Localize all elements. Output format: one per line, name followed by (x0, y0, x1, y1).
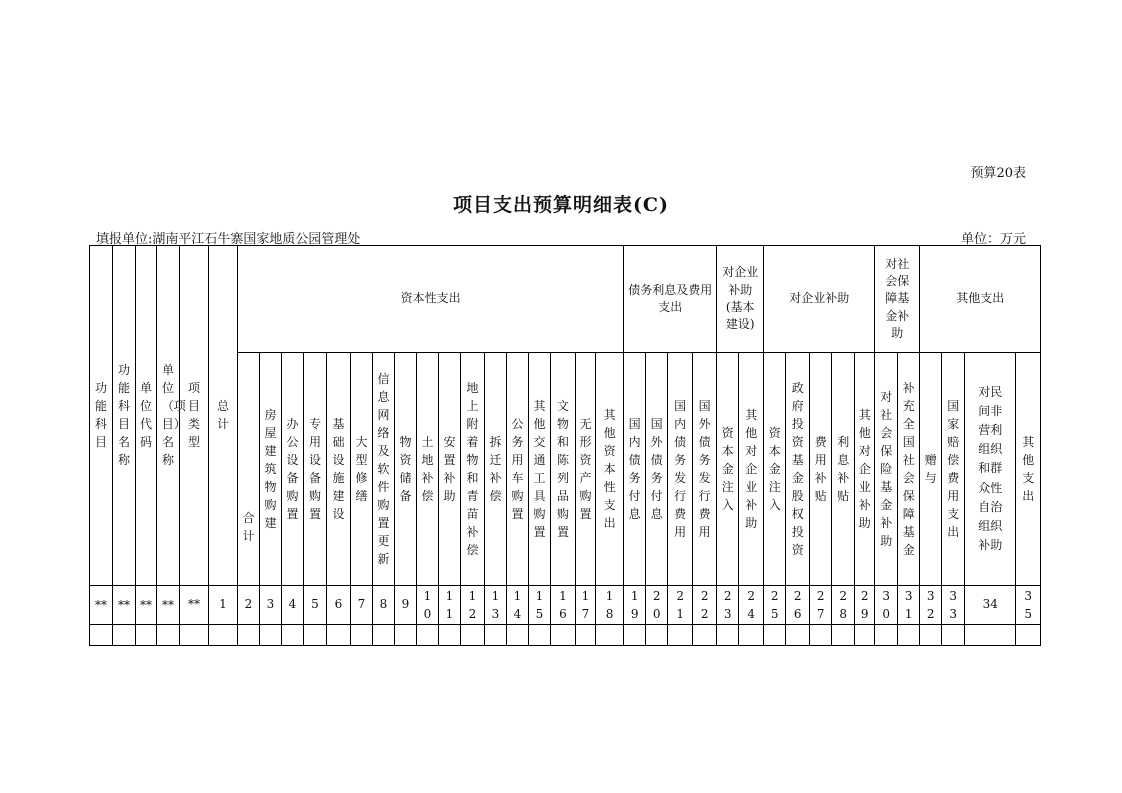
index-cell: 10 (417, 586, 439, 625)
index-cell: 30 (875, 586, 898, 625)
index-cell: ** (157, 586, 180, 625)
index-cell: 19 (624, 586, 646, 625)
col-other-capital: 其他资本性支出 (596, 353, 624, 586)
index-cell: 34 (965, 586, 1016, 625)
index-cell: 5 (304, 586, 327, 625)
index-cell: 22 (693, 586, 717, 625)
col-other: 其他支出 (1016, 353, 1041, 586)
col-repair: 大型修缮 (351, 353, 373, 586)
blank-cell (855, 625, 875, 646)
blank-cell (395, 625, 417, 646)
page-title: 项目支出预算明细表(C) (452, 194, 670, 216)
col-func-subject-name: 功能科目名称 (113, 246, 136, 586)
blank-cell (113, 625, 136, 646)
col-sum: 合计 (238, 353, 260, 586)
col-special: 专用设备购置 (304, 353, 327, 586)
blank-cell (507, 625, 529, 646)
col-dom-debt-interest: 国内债务付息 (624, 353, 646, 586)
blank-cell (942, 625, 965, 646)
money-unit: 单位：万元 (960, 232, 1026, 247)
blank-row (90, 625, 1041, 646)
index-cell: ** (136, 586, 157, 625)
col-nonprofit-sub: 对民间非营利组织和群众性自治组织补助 (965, 353, 1016, 586)
group-debt: 债务利息及费用支出 (624, 246, 717, 353)
col-attach: 地上附着物和青苗补偿 (461, 353, 485, 586)
index-cell: 14 (507, 586, 529, 625)
index-cell: 4 (282, 586, 304, 625)
index-cell: 12 (461, 586, 485, 625)
col-fee-sub: 费用补贴 (810, 353, 832, 586)
index-cell: 29 (855, 586, 875, 625)
col-resettle: 安置补助 (439, 353, 461, 586)
budget-table (89, 245, 1041, 646)
col-other-ent-sub-1: 其他对企业补助 (739, 353, 764, 586)
col-capital-inject-2: 资本金注入 (764, 353, 786, 586)
col-office: 办公设备购置 (282, 353, 304, 586)
col-dom-debt-fee: 国内债务发行费用 (668, 353, 693, 586)
col-intangible: 无形资产购置 (576, 353, 596, 586)
index-cell: 11 (439, 586, 461, 625)
blank-cell (596, 625, 624, 646)
col-interest-sub: 利息补贴 (832, 353, 855, 586)
col-for-debt-fee: 国外债务发行费用 (693, 353, 717, 586)
blank-cell (832, 625, 855, 646)
blank-cell (624, 625, 646, 646)
col-other-ent-sub-2: 其他对企业补助 (855, 353, 875, 586)
index-cell: 17 (576, 586, 596, 625)
doc-number: 预算20表 (970, 166, 1026, 181)
col-capital-inject-1: 资本金注入 (717, 353, 739, 586)
blank-cell (810, 625, 832, 646)
index-cell: 7 (351, 586, 373, 625)
index-cell: 15 (529, 586, 551, 625)
index-cell: 16 (551, 586, 576, 625)
index-cell: 9 (395, 586, 417, 625)
blank-cell (764, 625, 786, 646)
blank-cell (739, 625, 764, 646)
blank-cell (485, 625, 507, 646)
reporting-unit: 填报单位:湖南平江石牛寨国家地质公园管理处 (96, 232, 361, 247)
blank-cell (260, 625, 282, 646)
group-ent-sub-capital: 对企业补助(基本建设) (717, 246, 764, 353)
blank-cell (282, 625, 304, 646)
blank-cell (920, 625, 942, 646)
blank-cell (304, 625, 327, 646)
group-ent-sub: 对企业补助 (764, 246, 875, 353)
blank-cell (90, 625, 113, 646)
col-for-debt-interest: 国外债务付息 (646, 353, 668, 586)
index-cell: ** (113, 586, 136, 625)
blank-cell (351, 625, 373, 646)
blank-cell (461, 625, 485, 646)
index-cell: 21 (668, 586, 693, 625)
blank-cell (786, 625, 810, 646)
index-cell: 25 (764, 586, 786, 625)
col-transport: 其他交通工具购置 (529, 353, 551, 586)
index-cell: 1 (209, 586, 238, 625)
blank-cell (576, 625, 596, 646)
col-reserve: 物资储备 (395, 353, 417, 586)
col-vehicle: 公务用车购置 (507, 353, 529, 586)
col-national-fund: 补充全国社会保障基金 (898, 353, 920, 586)
blank-cell (717, 625, 739, 646)
index-cell: 8 (373, 586, 395, 625)
index-cell: 33 (942, 586, 965, 625)
index-cell: 28 (832, 586, 855, 625)
blank-cell (439, 625, 461, 646)
col-project-type: 项目类型 (180, 246, 209, 586)
index-cell: ** (180, 586, 209, 625)
blank-cell (373, 625, 395, 646)
blank-cell (327, 625, 351, 646)
blank-cell (209, 625, 238, 646)
col-gift: 赠与 (920, 353, 942, 586)
blank-cell (898, 625, 920, 646)
group-social-sub: 对社会保障基金补助 (875, 246, 920, 353)
col-unit-name: 单位（项目）名称 (157, 246, 180, 586)
blank-cell (875, 625, 898, 646)
index-cell: 32 (920, 586, 942, 625)
col-social-fund-sub: 对社会保险基金补助 (875, 353, 898, 586)
index-cell: 24 (739, 586, 764, 625)
index-cell: 18 (596, 586, 624, 625)
index-cell: 31 (898, 586, 920, 625)
col-infra: 基础设施建设 (327, 353, 351, 586)
col-unit-code: 单位代码 (136, 246, 157, 586)
index-cell: 35 (1016, 586, 1041, 625)
col-demolish: 拆迁补偿 (485, 353, 507, 586)
group-capital: 资本性支出 (238, 246, 624, 353)
index-cell: 26 (786, 586, 810, 625)
index-cell: 6 (327, 586, 351, 625)
col-compensation: 国家赔偿费用支出 (942, 353, 965, 586)
index-cell: 3 (260, 586, 282, 625)
index-cell: 2 (238, 586, 260, 625)
col-house: 房屋建筑物购建 (260, 353, 282, 586)
index-cell: 27 (810, 586, 832, 625)
index-row (90, 586, 1041, 625)
blank-cell (136, 625, 157, 646)
index-cell: 20 (646, 586, 668, 625)
col-it: 信息网络及软件购置更新 (373, 353, 395, 586)
blank-cell (529, 625, 551, 646)
blank-cell (646, 625, 668, 646)
blank-cell (238, 625, 260, 646)
index-cell: 13 (485, 586, 507, 625)
index-cell: ** (90, 586, 113, 625)
col-total: 总计 (209, 246, 238, 586)
blank-cell (668, 625, 693, 646)
blank-cell (1016, 625, 1041, 646)
col-func-subject: 功能科目 (90, 246, 113, 586)
index-cell: 23 (717, 586, 739, 625)
blank-cell (965, 625, 1016, 646)
col-gov-invest-fund: 政府投资基金股权投资 (786, 353, 810, 586)
col-land: 土地补偿 (417, 353, 439, 586)
blank-cell (180, 625, 209, 646)
group-other: 其他支出 (920, 246, 1041, 353)
col-relic: 文物和陈列品购置 (551, 353, 576, 586)
blank-cell (157, 625, 180, 646)
blank-cell (551, 625, 576, 646)
blank-cell (693, 625, 717, 646)
blank-cell (417, 625, 439, 646)
